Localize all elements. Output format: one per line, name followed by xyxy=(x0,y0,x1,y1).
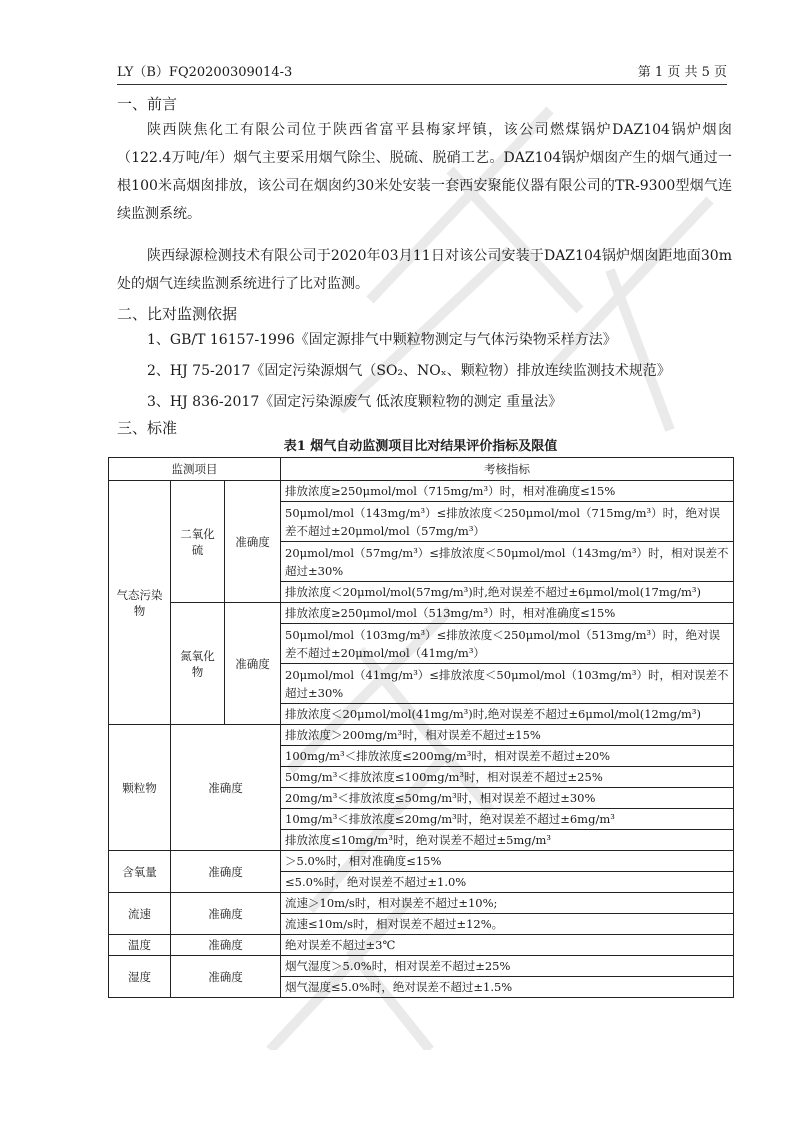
criteria-cell: 排放浓度≤10mg/m³时，绝对误差不超过±5mg/m³ xyxy=(281,830,734,851)
metric-humidity-accuracy: 准确度 xyxy=(171,956,281,998)
criteria-cell: 流速＞10m/s时，相对误差不超过±10%; xyxy=(281,893,734,914)
criteria-cell: 流速≤10m/s时，相对误差不超过±12%。 xyxy=(281,914,734,935)
criteria-cell: 50μmol/mol（143mg/m³）≤排放浓度＜250μmol/mol（715mg/m³）时，绝对误差不超过±20μmol/mol（57mg/m³） xyxy=(281,502,734,542)
reference-item-1: 1、GB/T 16157-1996《固定源排气中颗粒物测定与气体污染物采样方法》 xyxy=(147,332,617,348)
item-flow-velocity: 流速 xyxy=(109,893,171,935)
page-info: 第 1 页 共 5 页 xyxy=(637,65,727,80)
criteria-cell: 排放浓度≥250μmol/mol（513mg/m³）时，相对准确度≤15% xyxy=(281,603,734,624)
criteria-table xyxy=(108,457,734,998)
criteria-cell: 100mg/m³＜排放浓度≤200mg/m³时，相对误差不超过±20% xyxy=(281,746,734,767)
section-heading-preface: 一、前言 xyxy=(117,95,178,113)
item-temperature: 温度 xyxy=(109,935,171,956)
page-header xyxy=(117,62,727,85)
metric-temperature-accuracy: 准确度 xyxy=(171,935,281,956)
criteria-cell: 50μmol/mol（103mg/m³）≤排放浓度＜250μmol/mol（513mg/m³）时，绝对误差不超过±20μmol/mol（41mg/m³） xyxy=(281,624,734,664)
metric-nox-accuracy: 准确度 xyxy=(225,603,281,725)
reference-item-2: 2、HJ 75-2017《固定污染源烟气（SO₂、NOₓ、颗粒物）排放连续监测技术规范》 xyxy=(147,363,671,379)
section-heading-standard: 三、标准 xyxy=(117,419,178,437)
criteria-cell: 20μmol/mol（57mg/m³）≤排放浓度＜50μmol/mol（143mg/m³）时，相对误差不超过±30% xyxy=(281,542,734,582)
table-row xyxy=(109,481,734,502)
intro-paragraph-2: 陕西绿源检测技术有限公司于2020年03月11日对该公司安装于DAZ104锅炉烟囱距地面30m处的烟气连续监测系统进行了比对监测。 xyxy=(117,248,732,292)
table-header-row xyxy=(109,458,734,481)
metric-so2-accuracy: 准确度 xyxy=(225,481,281,603)
criteria-cell: ＞5.0%时，相对准确度≤15% xyxy=(281,851,734,872)
criteria-cell: 20mg/m³＜排放浓度≤50mg/m³时，相对误差不超过±30% xyxy=(281,788,734,809)
criteria-cell: 排放浓度＞200mg/m³时，相对误差不超过±15% xyxy=(281,725,734,746)
criteria-cell: 50mg/m³＜排放浓度≤100mg/m³时，相对误差不超过±25% xyxy=(281,767,734,788)
criteria-cell: 排放浓度＜20μmol/mol(41mg/m³)时,绝对误差不超过±6μmol/mol(12mg/m³) xyxy=(281,704,734,725)
item-so2: 二氧化硫 xyxy=(171,481,225,603)
item-nox: 氮氧化物 xyxy=(171,603,225,725)
criteria-cell: 20μmol/mol（41mg/m³）≤排放浓度＜50μmol/mol（103mg/m³）时，相对误差不超过±30% xyxy=(281,664,734,704)
group-gaseous-pollutants: 气态污染物 xyxy=(109,481,171,725)
table-row xyxy=(109,935,734,956)
header-criteria: 考核指标 xyxy=(281,458,734,481)
table-row xyxy=(109,956,734,977)
criteria-cell: 绝对误差不超过±3℃ xyxy=(281,935,734,956)
table-row xyxy=(109,725,734,746)
table-row xyxy=(109,893,734,914)
header-item: 监测项目 xyxy=(109,458,281,481)
criteria-cell: ≤5.0%时，绝对误差不超过±1.0% xyxy=(281,872,734,893)
criteria-cell: 10mg/m³＜排放浓度≤20mg/m³时，绝对误差不超过±6mg/m³ xyxy=(281,809,734,830)
criteria-cell: 烟气湿度＞5.0%时，相对误差不超过±25% xyxy=(281,956,734,977)
criteria-cell: 烟气湿度≤5.0%时，绝对误差不超过±1.5% xyxy=(281,977,734,998)
document-number: LY（B）FQ20200309014-3 xyxy=(117,65,293,80)
table-row xyxy=(109,603,734,624)
table-caption: 表1 烟气自动监测项目比对结果评价指标及限值 xyxy=(283,439,558,454)
intro-paragraph-1: 陕西陕焦化工有限公司位于陕西省富平县梅家坪镇，该公司燃煤锅炉DAZ104锅炉烟囱（122.4万吨/年）烟气主要采用烟气除尘、脱硫、脱硝工艺。DAZ104锅炉烟囱产生的烟气通过一根100米高烟囱排放，该公司在烟囱约30米处安装一套西安聚能仪器有限公司的TR-9300型烟气连续监测系统。 xyxy=(117,122,732,222)
criteria-cell: 排放浓度≥250μmol/mol（715mg/m³）时，相对准确度≤15% xyxy=(281,481,734,502)
table-row xyxy=(109,851,734,872)
section-heading-basis: 二、比对监测依据 xyxy=(117,305,238,323)
metric-particulate-accuracy: 准确度 xyxy=(171,725,281,851)
item-humidity: 湿度 xyxy=(109,956,171,998)
metric-oxygen-accuracy: 准确度 xyxy=(171,851,281,893)
item-particulate: 颗粒物 xyxy=(109,725,171,851)
metric-flow-accuracy: 准确度 xyxy=(171,893,281,935)
item-oxygen: 含氧量 xyxy=(109,851,171,893)
criteria-cell: 排放浓度＜20μmol/mol(57mg/m³)时,绝对误差不超过±6μmol/mol(17mg/m³) xyxy=(281,582,734,603)
reference-item-3: 3、HJ 836-2017《固定污染源废气 低浓度颗粒物的测定 重量法》 xyxy=(147,394,563,410)
